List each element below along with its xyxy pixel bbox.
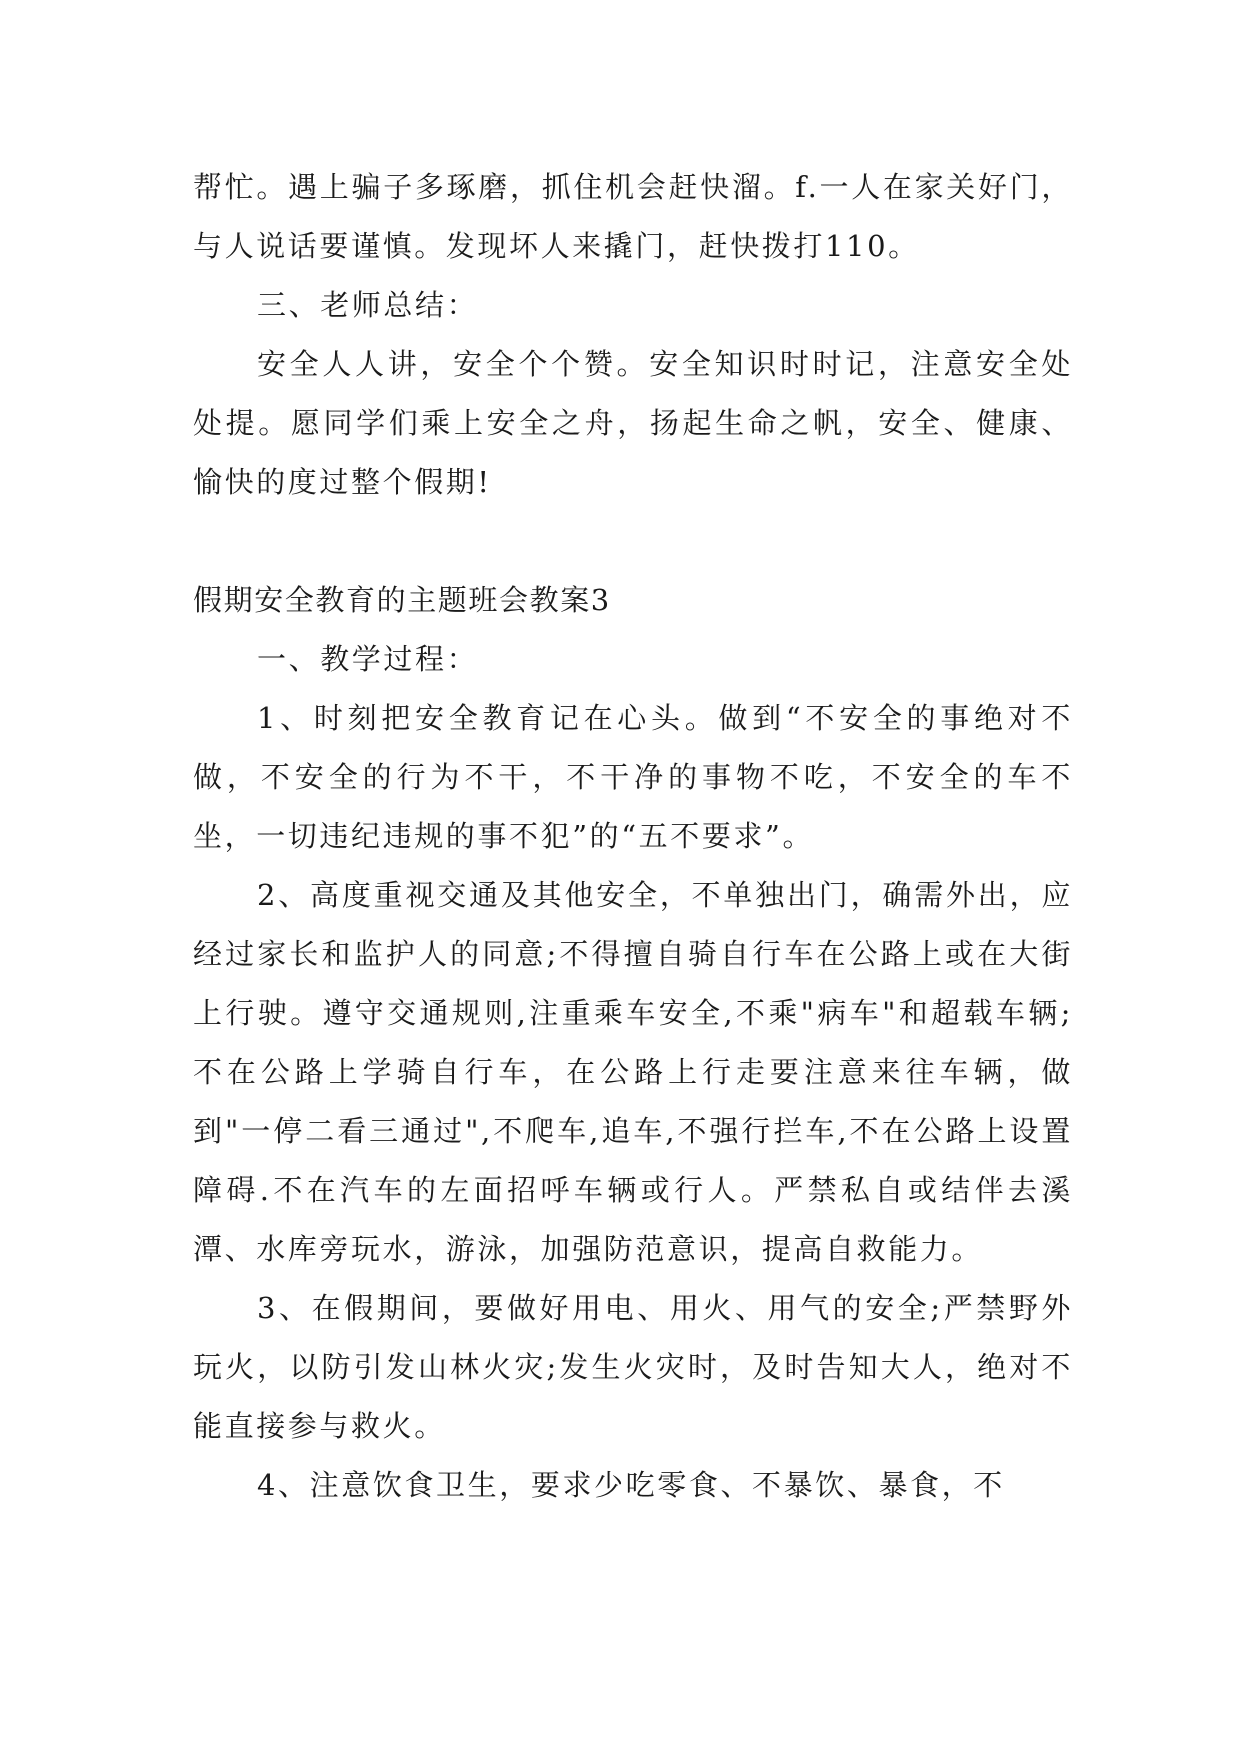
section-heading-teaching-process: 一、教学过程： xyxy=(257,642,479,676)
paragraph-item-4: 4、注意饮食卫生，要求少吃零食、不暴饮、暴食，不 xyxy=(257,1468,1005,1502)
paragraph-continuation: 帮忙。遇上骗子多琢磨，抓住机会赶快溜。f.一人在家关好门，与人说话要谨慎。发现坏人来撬门，赶快拨打110。 xyxy=(193,170,1073,263)
section-heading-teacher-summary: 三、老师总结： xyxy=(257,288,479,322)
paragraph-summary: 安全人人讲，安全个个赞。安全知识时时记，注意安全处处提。愿同学们乘上安全之舟，扬起生命之帆，安全、健康、愉快的度过整个假期! xyxy=(193,347,1073,499)
paragraph-item-1: 1、时刻把安全教育记在心头。做到“不安全的事绝对不做，不安全的行为不干，不干净的事物不吃，不安全的车不坐，一切违纪违规的事不犯”的“五不要求”。 xyxy=(193,701,1073,853)
document-body xyxy=(193,158,1085,1515)
paragraph-item-2: 2、高度重视交通及其他安全，不单独出门，确需外出，应经过家长和监护人的同意;不得擅自骑自行车在公路上或在大街上行驶。遵守交通规则,注重乘车安全,不乘"病车"和超载车辆;不在公路上学骑自行车，在公路上行走要注意来往车辆，做到"一停二看三通过",不爬车,追车,不强行拦车,不在公路上设置障碍.不在汽车的左面招呼车辆或行人。严禁私自或结伴去溪潭、水库旁玩水，游泳，加强防范意识，提高自救能力。 xyxy=(193,878,1073,1266)
paragraph-item-3: 3、在假期间，要做好用电、用火、用气的安全;严禁野外玩火，以防引发山林火灾;发生火灾时，及时告知大人，绝对不 能直接参与救火。 xyxy=(193,1291,1085,1443)
lesson-plan-title: 假期安全教育的主题班会教案3 xyxy=(193,583,611,617)
